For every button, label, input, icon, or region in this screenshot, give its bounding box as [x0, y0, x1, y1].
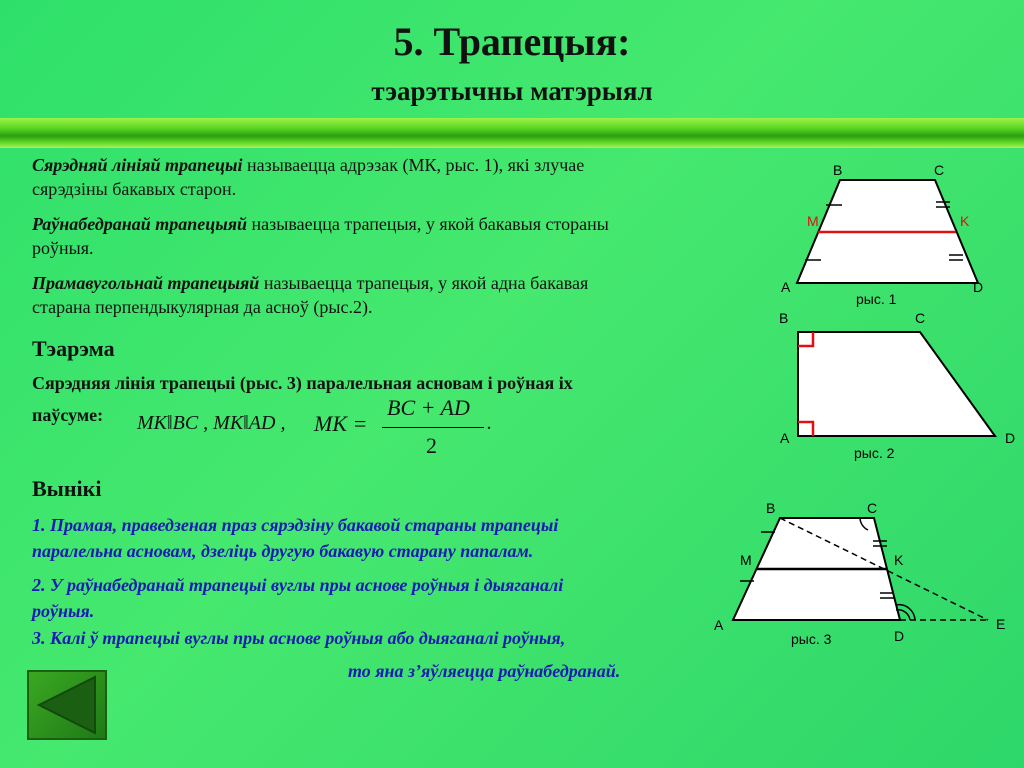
theorem-heading: Тэарэма	[32, 336, 115, 361]
formula-end: .	[487, 412, 492, 434]
back-button[interactable]	[27, 670, 107, 740]
label-a: A	[780, 430, 790, 446]
consequence-3	[32, 625, 565, 651]
page-subtitle: тэарэтычны матэрыял	[371, 76, 653, 106]
consequence-line: 2. У раўнабедранай трапецыі вуглы пры аснове роўныя і дыяганалі	[32, 575, 564, 595]
consequence-line: роўныя.	[32, 601, 95, 621]
label-b: B	[833, 162, 843, 178]
label-b: B	[779, 310, 789, 326]
label-a: A	[781, 279, 791, 295]
caption-fig2: рыс. 2	[854, 445, 895, 461]
label-b: B	[766, 500, 776, 516]
label-c: C	[934, 162, 945, 178]
definition-isosceles	[32, 212, 772, 260]
consequence-line: паралельна асновам, дзеліць другую бакавую старану папалам.	[32, 541, 534, 561]
definition-midline	[32, 153, 772, 201]
theorem-line2: паўсуме:	[32, 405, 104, 425]
formula-lhs: MK =	[314, 411, 368, 436]
figure-3	[710, 497, 1015, 652]
figure-2	[770, 308, 1020, 468]
label-d: D	[973, 279, 984, 295]
page-title: 5. Трапецыя:	[393, 19, 631, 64]
label-m: M	[740, 552, 752, 568]
decorative-band	[0, 118, 1024, 148]
caption-fig1: рыс. 1	[856, 291, 897, 307]
consequence-1	[32, 512, 558, 564]
definition-text-cont: старана перпендыкулярная да асноў (рыс.2).	[32, 297, 373, 317]
theorem-line1: Сярэдняя лінія трапецыі (рыс. 3) паралельная асновам і роўная іх	[32, 373, 573, 393]
term-right: Прамавугольнай трапецыяй	[32, 273, 260, 293]
definition-text-cont: роўныя.	[32, 238, 94, 258]
label-k: K	[960, 213, 970, 229]
back-arrow-icon	[29, 672, 105, 738]
definition-text: называецца трапецыя, у якой бакавыя стораны	[247, 214, 609, 234]
trapezoid-fig2	[798, 332, 995, 436]
theorem-formula	[137, 395, 507, 465]
term-isosceles: Раўнабедранай трапецыяй	[32, 214, 248, 234]
label-d: D	[894, 628, 905, 644]
formula-parallel: MK‖BC , MK‖AD ,	[137, 412, 286, 434]
term-midline: Сярэдняй лініяй трапецыі	[32, 155, 243, 175]
label-c: C	[915, 310, 926, 326]
consequences-heading: Вынікі	[32, 476, 102, 501]
definition-text: называецца трапецыя, у якой адна бакавая	[259, 273, 589, 293]
consequence-line: 1. Прамая, праведзеная праз сярэдзіну бакавой стараны трапецыі	[32, 515, 559, 535]
consequence-2	[32, 572, 563, 624]
label-m: M	[807, 213, 819, 229]
consequence-3-cont: то яна з’яўляецца раўнабедранай.	[348, 661, 621, 681]
definition-right	[32, 271, 772, 319]
formula-denominator: 2	[426, 433, 437, 458]
label-k: K	[894, 552, 904, 568]
fraction-bar	[382, 427, 484, 428]
definition-text: называецца адрэзак (МК, рыс. 1), які злучае	[242, 155, 585, 175]
definition-text-cont: сярэдзіны бакавых старон.	[32, 179, 237, 199]
label-c: C	[867, 500, 878, 516]
label-e: E	[996, 616, 1006, 632]
formula-numerator: BC + AD	[387, 395, 470, 420]
label-d: D	[1005, 430, 1016, 446]
label-a: A	[714, 617, 724, 633]
figure-1	[770, 155, 1010, 315]
consequence-line: 3. Калі ў трапецыі вуглы пры аснове роўныя або дыяганалі роўныя,	[32, 628, 566, 648]
caption-fig3: рыс. 3	[791, 631, 832, 647]
